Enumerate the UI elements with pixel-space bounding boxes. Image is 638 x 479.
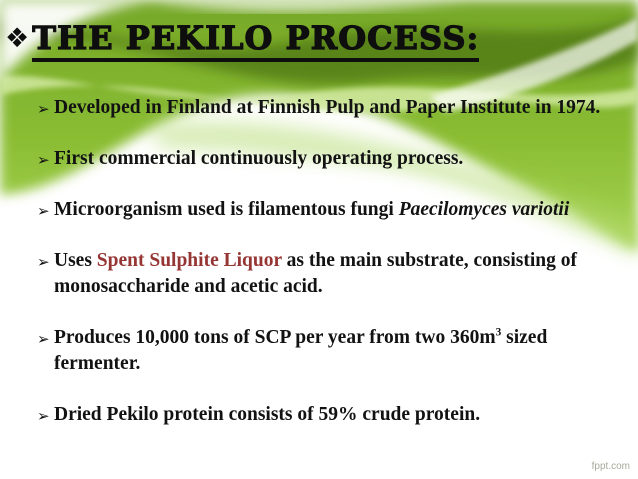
superscript-exponent: 3	[495, 326, 502, 339]
page-title-text: THE PEKILO PROCESS:	[32, 19, 480, 57]
bullet-item	[38, 402, 622, 428]
arrow-bullet-icon: ➢	[37, 202, 50, 220]
bullet-text-segment: as the main substrate, consisting of monosaccharide and acetic acid.	[54, 250, 577, 297]
arrow-bullet-icon: ➢	[37, 407, 50, 425]
bullet-item	[38, 325, 622, 377]
bullet-item	[38, 146, 622, 172]
arrow-bullet-icon: ➢	[37, 100, 50, 118]
bullet-text-segment: Developed in Finland at Finnish Pulp and Paper Institute in 1974.	[54, 97, 601, 118]
page-title	[32, 19, 480, 62]
diamond-bullet-icon: ❖	[5, 23, 30, 54]
bullet-text-segment: Uses	[54, 250, 97, 271]
species-name-italic: Paecilomyces variotii	[398, 199, 570, 220]
arrow-bullet-icon: ➢	[37, 151, 50, 169]
watermark: fppt.com	[591, 461, 630, 472]
bullet-text-segment: sized fermenter.	[54, 327, 548, 374]
bullet-text-segment: First commercial continuously operating process.	[54, 148, 464, 169]
arrow-bullet-icon: ➢	[37, 253, 50, 271]
bullet-text-segment: Microorganism used is filamentous fungi	[54, 199, 399, 220]
bullet-text-segment: Produces 10,000 tons of SCP per year from two 360m	[54, 327, 496, 348]
bullet-list	[38, 95, 622, 453]
bullet-item	[38, 95, 622, 121]
highlighted-term-red: Spent Sulphite Liquor	[96, 250, 282, 271]
arrow-bullet-icon: ➢	[37, 330, 50, 348]
bullet-item	[38, 197, 622, 223]
bullet-text-segment: Dried Pekilo protein consists of 59% crude protein.	[54, 404, 481, 425]
slide-title-row	[5, 19, 480, 62]
bullet-item	[38, 248, 622, 300]
